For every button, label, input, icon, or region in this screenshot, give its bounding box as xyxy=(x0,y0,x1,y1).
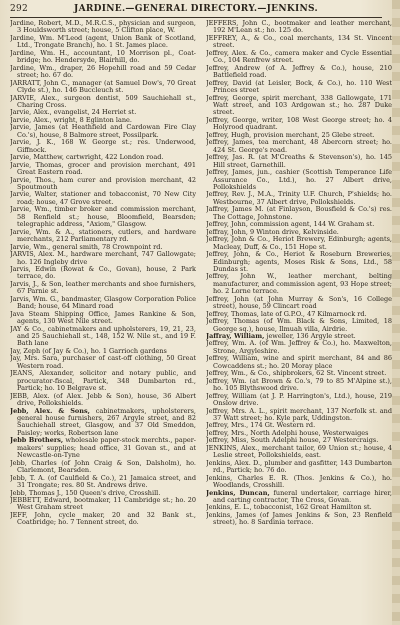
entry-text: Jarvie, Wm. & A., stationers, cutlers, and hardware merchants, 212 Parliamentary rd. xyxy=(10,227,196,244)
entry-text: Java Steam Shipping Office, James Rankine & Son, agents, 130 West Nile street. xyxy=(10,309,196,326)
entry-text: Jeffrey, Hugh, provision merchant, 25 Glebe street. xyxy=(206,130,375,139)
directory-entry xyxy=(10,177,196,192)
directory-entry xyxy=(10,20,196,35)
entry-text: Jardine, Wm. M'Leod (agent, Union Bank of Scotland, Ltd., Trongate Branch), ho. 1 St. James place. xyxy=(10,33,196,50)
entry-text: JARVIS, Alex. M., hardware merchant, 747 Gallowgate; ho. 126 Ingleby drive xyxy=(10,250,196,266)
directory-entry xyxy=(206,191,392,206)
directory-entry xyxy=(206,35,392,50)
entry-text: Jeffrey, John, & Co., Heriot & Roseburn Breweries, Edinburgh; agents, Moses Risk & Sons, Ltd., 58 Dundas st. xyxy=(206,250,392,273)
directory-entry xyxy=(206,50,392,65)
entry-text: Jeffrey, John W., leather merchant, belting manufacturer, and commission agent, 93 Hope street; ho. 2 Lorne terrace. xyxy=(206,272,392,296)
entry-text: Jeffrey, Miss, South Adelphi house, 27 Westercraigs. xyxy=(206,436,379,445)
directory-entry xyxy=(206,169,392,191)
entry-text: Jarvie, Thos., ham curer and provision merchant, 42 Spoutmouth xyxy=(10,175,196,191)
entry-text: Jarvis, Edwin (Rowat & Co., Govan), house, 2 Park terrace, do. xyxy=(10,264,196,281)
entry-text: Jeffrey, William, wine and spirit merchant, 84 and 86 Cowcaddens st.; ho. 20 Moray place xyxy=(206,354,392,370)
entry-text: Jeffrey, William (at J. P. Harrington's, Ltd.), house, 219 Onslow drive. xyxy=(206,391,392,408)
entry-text: Jaffrey, James M. (at Finlayson, Bousfield & Co.'s) res. The Cottage, Johnstone. xyxy=(206,205,392,221)
entry-text: funeral undertaker, carriage hirer, and carting contractor, The Cross, Govan. xyxy=(213,488,392,504)
entry-text: JEFFERS, John C., bootmaker and leather merchant, 192 M'Lean st.; ho. 125 do. xyxy=(206,20,392,35)
page-title: JARDINE.—GENERAL DIRECTORY.—JENKINS. xyxy=(74,4,318,14)
entry-text: Jeffrey, David (at Leisler, Bock, & Co.), ho. 110 West Princes street xyxy=(206,78,392,95)
directory-entry xyxy=(206,355,392,370)
entry-text: Jeffrey, John, commission agent, 144 W. Graham st. xyxy=(206,220,375,229)
directory-entry xyxy=(10,191,196,206)
entry-text: Jeffrey, Mrs., North Adelphi house, Westerwaiges xyxy=(206,428,369,437)
entry-text: Jarvie, Alex., evangelist, 24 Herriet st. xyxy=(10,108,137,117)
directory-entry xyxy=(206,95,392,117)
entry-text: Jarvie, James (at Heathfield and Cardowan Fire Clay Co.'s), house, 8 Balmore street, Possilpark. xyxy=(10,123,196,139)
entry-text: Jardine, Wm. H., accountant, 10 Morrison pl., Coat-bridge; ho. Hendersyde, Blairhill, do. xyxy=(10,48,196,65)
entry-text: JEFF, John, cycle maker, 20 and 32 Bank st., Coatbridge; ho. 7 Tennent street, do. xyxy=(10,510,196,527)
entry-text: Jeffrey, Mrs., 174 Gt. Western rd. xyxy=(206,421,316,430)
directory-entry xyxy=(10,437,196,459)
directory-entry xyxy=(206,393,392,408)
directory-entry xyxy=(206,117,392,132)
entry-text: Jebb, T. A. (of Caulfield & Co.), 21 Jamaica street, and 31 Trongate; res. 80 St. Andrews drive. xyxy=(10,473,196,490)
entry-text: Jeffrey, George, spirit merchant, 338 Gallowgate, 171 Watt street, and 103 Ardgowan st.; ho. 287 Duke street. xyxy=(206,93,392,117)
directory-entry xyxy=(10,497,196,512)
directory-entry xyxy=(10,251,196,266)
entry-text: Jeffrey, John & Co., Heriot Brewery, Edinburgh; agents, Macleay, Duff, & Co., 151 Hope st. xyxy=(206,235,392,251)
directory-entry xyxy=(10,80,196,95)
entry-text: Jeffrey, Thomas (of Wm. Black & Sons, Limited, 18 George sq.), house, Ilmuah villa, Airdrie. xyxy=(206,317,392,333)
directory-entry xyxy=(206,378,392,393)
entry-text: Jeffrey, Mrs. A. L., spirit merchant, 137 Norfolk st. and 37 Watt street; ho. Kyle park, Uddingston. xyxy=(206,406,392,423)
entry-text: JEBB, Alex. (of Alex. Jebb & Son), house, 36 Albert drive, Pollokshields. xyxy=(10,391,196,408)
directory-entry xyxy=(10,206,196,228)
directory-entry xyxy=(10,229,196,244)
directory-entry xyxy=(206,65,392,80)
directory-entry xyxy=(10,281,196,296)
directory-entry xyxy=(10,326,196,348)
entry-text: Jarvis, Wm. G., bandmaster, Glasgow Corporation Police Band; house, 64 Minard road xyxy=(10,294,196,311)
entry-text: jeweller, 136 Argyle street. xyxy=(264,332,356,341)
directory-entry xyxy=(10,408,196,438)
running-header xyxy=(10,4,382,18)
entry-text: Jardine, Robert, M.D., M.R.C.S., physician and surgeon, 3 Houldsworth street; house, 5 Clifton place, W. xyxy=(10,20,196,35)
entry-text: Jeffrey, George, writer, 108 West George street; ho. 4 Holyrood quadrant. xyxy=(206,115,392,132)
entry-text: JENKINS, Alex., merchant tailor, 69 Union st.; house, 4 Leslie street, Pollokshields, east. xyxy=(206,443,392,460)
entry-text: Jenkins, James (of James Jenkins & Son, 23 Renfield street), ho. 8 Sardinia terrace. xyxy=(206,510,392,527)
entry-text: Jarvie, Wm., timber broker and commission merchant, 58 Renfield st.; house, Bloomfield, Bearsden; telegraphic address, "Axiom," Glasgow. xyxy=(10,205,196,229)
entry-text: Jeffrey, John (at John Murray & Son's, 16 College street), house, 59 Clincart road xyxy=(206,294,392,311)
directory-entry xyxy=(206,20,392,35)
page-edge-tabs xyxy=(392,0,400,625)
directory-entry xyxy=(206,445,392,460)
directory-entry xyxy=(10,311,196,326)
entry-text: Jarvie, J. K., 168 W. George st.; res. Underwood, Giffnock. xyxy=(10,138,196,154)
directory-entry xyxy=(10,124,196,139)
entry-text: JARRATT, John C., manager (at Samuel Dow's, 70 Great Clyde st.), ho. 146 Buccleuch st. xyxy=(10,78,196,95)
directory-entry xyxy=(10,296,196,311)
directory-entry xyxy=(10,393,196,408)
directory-entry xyxy=(206,139,392,154)
left-column xyxy=(10,20,196,620)
entry-text: Jenkins, E. L., tobacconist, 162 Great Hamilton st. xyxy=(206,503,372,512)
entry-text: Jeffrey, Wm. (at Brown & Co.'s, 79 to 85 M'Alpine st.), ho. 105 Blythswood drive. xyxy=(206,376,392,393)
entry-text: Jeffrey, Andrew (of A. Jeffrey & Co.), house, 210 Battlefield road. xyxy=(206,63,392,80)
directory-entry xyxy=(206,408,392,423)
entry-text: Jeffrey, Thomas, late of G.P.O., 47 Kilmarnock rd. xyxy=(206,309,367,318)
directory-entry xyxy=(206,251,392,273)
directory-entry xyxy=(206,318,392,333)
directory-entry xyxy=(10,139,196,154)
directory-entry xyxy=(10,162,196,177)
header-rule xyxy=(10,17,382,18)
directory-entry xyxy=(206,340,392,355)
entry-text: Jeffrey, Alex. & Co., camera maker and Cycle Essential Co., 104 Renfrew street. xyxy=(206,48,392,65)
entry-text: JEANS, Alexander, solicitor and notary public, and procurator-fiscal, Partick, 348 Dumbarton rd., Partick; ho. 10 Belgrave st. xyxy=(10,369,196,393)
entry-text: Jarvie, Wm., general smith, 78 Crownpoint rd. xyxy=(10,242,163,251)
directory-entry xyxy=(206,236,392,251)
entry-text: Jarvis, J., & Son, leather merchants and shoe furnishers, 67 Parnie st. xyxy=(10,279,196,296)
entry-text: Jeffrey, Rev. J., M.A., Trinity U.F. Church, P'shields; ho. Westbourne, 37 Albert drive, Pollokshields. xyxy=(206,190,392,206)
directory-entry xyxy=(206,512,392,527)
directory-entry xyxy=(206,273,392,295)
directory-entry xyxy=(10,35,196,50)
directory-entry xyxy=(206,154,392,169)
entry-text: cabinetmakers, upholsterers, general house furnishers, 267 Argyle street, and 82 Sauchiehall street, Glasgow, and 37 Old Smeddon, Paisley; works, Robertson lane xyxy=(17,406,196,437)
directory-entry xyxy=(206,475,392,490)
directory-entry xyxy=(10,266,196,281)
entry-text: Jebb, Charles (of John Craig & Son, Dalsholm), ho. Clarlemont, Bearsden. xyxy=(10,458,196,475)
right-column xyxy=(206,20,392,620)
entry-text: JARVIE, Alex., surgeon dentist, 509 Sauchiehall st., Charing Cross. xyxy=(10,93,196,109)
entry-text: Jarvie, Matthew, cartwright, 422 London road. xyxy=(10,153,164,162)
directory-entry xyxy=(206,460,392,475)
directory-entry xyxy=(10,355,196,370)
entry-text: Jardine, Wm., draper, 26 Hopehill road and 59 Cedar street; ho. 67 do. xyxy=(10,63,196,80)
directory-entry xyxy=(206,490,392,505)
directory-entry xyxy=(10,512,196,527)
entry-text: Jay, Mrs. Sara, purchaser of cast-off clothing, 50 Great Western road. xyxy=(10,354,196,370)
entry-text: Jebb, Thomas J., 150 Queen's drive, Crosshill. xyxy=(10,488,161,497)
entry-text: Jeffrey, Wm. A. (of Wm. Jeffrey & Co.), ho. Maxwelton, Strone, Argyleshire. xyxy=(206,339,392,355)
entry-bold-name: Jebb Brothers, xyxy=(10,436,64,445)
entry-text: Jarvie, Thomas, grocer and provision merchant, 491 Great Eastern road. xyxy=(10,160,196,177)
directory-entry xyxy=(10,95,196,110)
entry-text: wholesale paper-stock merchts., paper-makers' supplies; head office, 31 Govan st., and at Newcastle-on-Tyne xyxy=(17,436,196,460)
entry-text: Jeffrey, James, jun., cashier (Scottish Temperance Life Assurance Co., Ltd.), ho. 27 Albert drive, Pollokshields xyxy=(206,168,392,191)
entry-text: Jay, Zeph (of Jay & Co.), ho. 1 Garrioch gardens xyxy=(10,346,167,355)
entry-text: Jeffrey, Wm., & Co., shipbrokers, 62 St. Vincent street. xyxy=(206,369,387,378)
directory-entry xyxy=(10,50,196,65)
entry-text: Jarvie, Alex., wright, 8 Eglinton lane. xyxy=(10,115,132,124)
entry-text: Jarvie, Walter, stationer and tobacconist, 70 New City road; house, 47 Grove street. xyxy=(10,190,196,206)
directory-entry xyxy=(206,80,392,95)
directory-entry xyxy=(206,206,392,221)
entry-text: Jeffray, John, 9 Winton drive, Kelvinside. xyxy=(206,227,339,236)
directory-entry xyxy=(10,65,196,80)
directory-entry xyxy=(10,370,196,392)
directory-entry xyxy=(206,296,392,311)
page-number: 292 xyxy=(10,4,29,14)
entry-bold-name: Jaffray, William, xyxy=(206,332,265,341)
entry-text: Jeffrey, Jas. R. (at M'Creaths & Stevenson's), ho. 145 Hill street, Garnethill. xyxy=(206,153,392,169)
entry-text: JAY & Co., cabinetmakers and upholsterers, 19, 21, 23, and 25 Sauchiehall st., 148, 152 W. Nile st., and 19 F. Bath lane xyxy=(10,324,196,348)
entry-bold-name: Jenkins, Duncan, xyxy=(206,488,270,497)
directory-entry xyxy=(10,475,196,490)
entry-bold-name: Jebb, Alex. & Sons, xyxy=(10,406,90,415)
entry-text: JEFFREY, A., & Co., coal merchants, 134 St. Vincent street. xyxy=(206,33,392,50)
entry-text: Jenkins, Charles E. R. (Thos. Jenkins & Co.), ho. Woodlands, Crosshill. xyxy=(206,473,392,490)
entry-text: Jeffrey, James, tea merchant, 48 Abercorn street; ho. 424 St. George's road. xyxy=(206,138,392,154)
entry-text: JEBBETT, Edward, bootmaker, 11 Cambridge st.; ho. 20 West Graham street xyxy=(10,496,196,512)
directory-entry xyxy=(10,460,196,475)
entry-text: Jenkins, Alex. D., plumber and gasfitter, 143 Dumbarton rd., Partick; ho. 76 do. xyxy=(206,458,392,475)
